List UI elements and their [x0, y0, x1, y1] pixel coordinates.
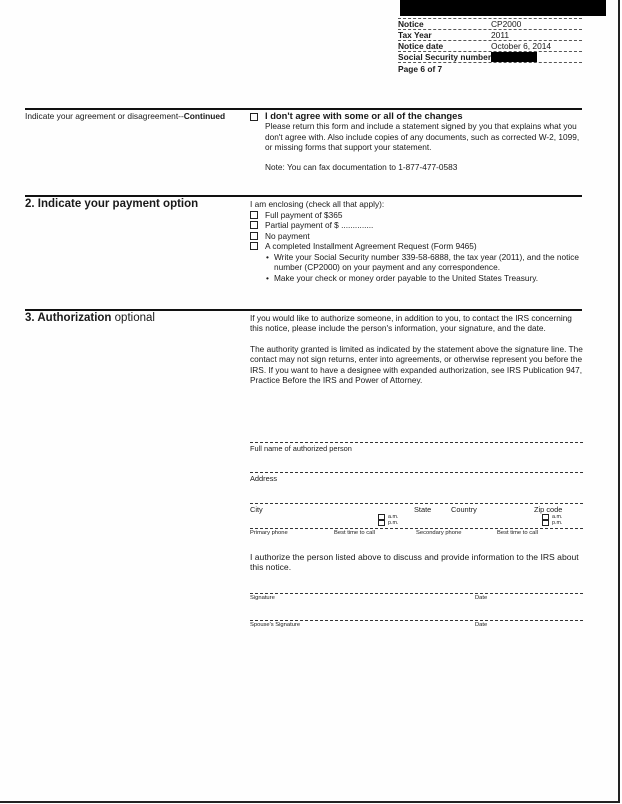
bullet-item: • Write your Social Security number 339-58-6888, the tax year (2011), and the notice number (CP2000) on your payment and any correspondence.	[266, 251, 579, 273]
authorize-statement: I authorize the person listed above to discuss and provide information to the IRS about this notice.	[250, 552, 579, 573]
redacted-address-block	[400, 0, 606, 16]
page-number: Page 6 of 7	[398, 62, 582, 74]
city-label: City	[250, 505, 263, 514]
payment-option-installment[interactable]: A completed Installment Agreement Request (Form 9465)	[250, 241, 585, 252]
section1-content	[250, 111, 585, 172]
best-time-label: Best time to call	[497, 530, 538, 536]
payment-intro: I am enclosing (check all that apply):	[250, 199, 385, 209]
section3-content	[250, 313, 585, 385]
secondary-phone-label: Secondary phone	[416, 530, 462, 536]
header-row-notice	[398, 18, 582, 29]
checkbox[interactable]	[250, 232, 258, 240]
section-divider	[25, 309, 582, 311]
checkbox[interactable]	[250, 211, 258, 219]
payment-option-full[interactable]: Full payment of $365	[250, 209, 585, 220]
header-row-notice-date	[398, 40, 582, 51]
header-value: October 6, 2014	[491, 41, 552, 51]
payment-option-partial[interactable]: Partial payment of $ ..............	[250, 220, 585, 231]
signature-label: Signature	[250, 595, 275, 601]
header-row-tax-year	[398, 29, 582, 40]
city-state-zip-field[interactable]	[250, 503, 583, 514]
pm-checkbox[interactable]	[378, 520, 385, 526]
notice-header-table	[398, 18, 582, 74]
disagree-checkbox[interactable]	[250, 113, 258, 121]
state-label: State	[414, 505, 432, 514]
address-field[interactable]: Address	[250, 472, 583, 474]
checkbox[interactable]	[250, 242, 258, 250]
disagree-option-title: I don't agree with some or all of the changes	[265, 110, 463, 121]
signature-field[interactable]	[250, 593, 583, 601]
section3-title: 3. Authorization optional	[25, 312, 155, 324]
phone-row[interactable]	[250, 528, 583, 536]
pm-checkbox[interactable]	[542, 520, 549, 526]
best-time-label: Best time to call	[334, 530, 375, 536]
header-label: Tax Year	[398, 30, 432, 40]
spouse-signature-label: Spouse's Signature	[250, 622, 301, 628]
redacted-ssn	[491, 52, 537, 62]
checkbox[interactable]	[250, 221, 258, 229]
payment-option-none[interactable]: No payment	[250, 231, 585, 242]
date-label: Date	[475, 595, 488, 601]
fax-note: Note: You can fax documentation to 1-877-477-0583	[265, 161, 458, 172]
section2-title: 2. Indicate your payment option	[25, 198, 199, 210]
authorization-intro: If you would like to authorize someone, in addition to you, to contact the IRS concerning this notice, please include the person's information, your signature, and the date.	[250, 313, 572, 334]
section2-content	[250, 199, 585, 283]
header-label: Notice date	[398, 41, 444, 51]
primary-phone-label: Primary phone	[250, 530, 288, 536]
document-page: Notice CP2000 Tax Year 2011 Notice date October 6, 2014 Social Security number Page 6 of 7 Indicate your agreement or disagreement--Continued I don't agree with some or all of the changes Please return this form and include a statement signed by you that explains what you don't agree with. Also include copies of any documents, such as corrected W-2, 1099, or missing forms that support your statement. Note: You can fax documentation to 1-877-477-0583 2. Indicate your payment option I am enclosing (check all that apply): Full payment of $365 Partial payment of $ .............. No payment A completed Installment Agreement Request (Form 9465) • Write your Social Security number 339-58-6888, the tax year (2011), and the notice number (CP2000) on your payment and any correspondence. • Make your check or money order payable to the United States Treasury. 3. Authorization optional If you would like to authorize someone, in addition to you, to contact the IRS concerning this notice, please include the person's information, your signature, and the date. The authority granted is limited as indicated by the statement above the signature line. The contact may not sign returns, enter into agreements, or otherwise represent you before the IRS. If you want to have a designee with expanded authorization, see IRS Publication 947, Practice Before the IRS and Power of Attorney. Full name of authorized person Address City State Country Zip code a.m. p.m. a.m. p.m. Primary phone Best time to call Secondary phone Best time to call I authorize the person listed above to discuss and provide information to the IRS about this notice. Signature Date Spouse's Signature Date	[0, 0, 620, 803]
country-label: Country	[451, 505, 477, 514]
zip-label: Zip code	[534, 505, 563, 514]
header-row-ssn	[398, 51, 582, 62]
header-label: Social Security number	[398, 52, 492, 62]
payment-instructions	[250, 252, 585, 283]
header-value: CP2000	[491, 19, 522, 29]
header-label: Notice	[398, 19, 424, 29]
section1-label: Indicate your agreement or disagreement--Continued	[25, 111, 226, 121]
header-value: 2011	[491, 30, 510, 40]
full-name-field[interactable]: Full name of authorized person	[250, 442, 583, 444]
date-label: Date	[475, 622, 488, 628]
spouse-signature-field[interactable]	[250, 620, 583, 628]
section-divider	[25, 195, 582, 197]
bullet-item: • Make your check or money order payable to the United States Treasury.	[266, 272, 539, 283]
disagree-instructions: Please return this form and include a statement signed by you that explains what you don't agree with. Also include copies of any documents, such as corrected W-2, 1099, or missing forms that support your statement.	[265, 121, 580, 153]
authorization-limits: The authority granted is limited as indicated by the statement above the signature line. The contact may not sign returns, enter into agreements, or otherwise represent you before the IRS. If you want to have a designee with expanded authorization, see IRS Publication 947, Practice Before the IRS and Power of Attorney.	[250, 343, 583, 386]
